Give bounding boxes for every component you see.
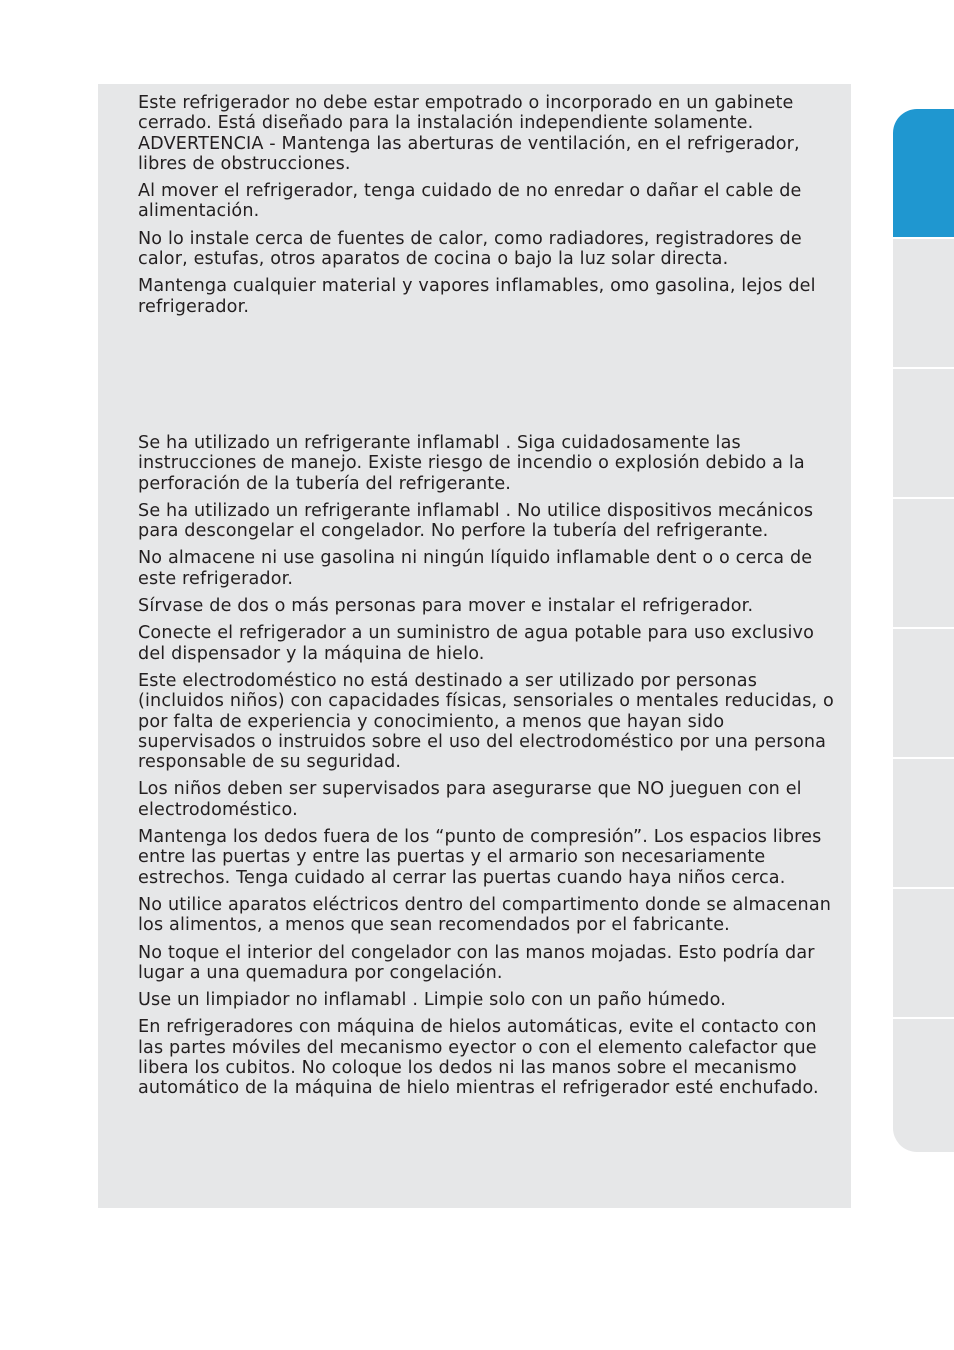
section-tab-8[interactable] [893,1019,954,1152]
section-tabs [893,109,954,1152]
paragraph-children-supervision: Los niños deben ser supervisados para asegurarse que NO jueguen con el electrodoméstico. [138,779,802,820]
paragraph-reduced-capabilities: Este electrodoméstico no está destinado a ser utilizado por personas (incluidos niños) con capacidades físicas, sensoriales o mentales reducidas, o por falta de experiencia y conocimiento, a menos que hayan sido supervisados o instruidos sobre el uso del electrodoméstico por una persona responsable de su seguridad. [138,670,834,773]
paragraph-defrost-devices: Se ha utilizado un refrigerante inflamabl . No utilice dispositivos mecánicos para descongelar el congelador. No perfore la tubería del refrigerante. [138,500,814,542]
section-tab-4[interactable] [893,499,954,629]
paragraph-cleaner: Use un limpiador no inflamabl . Limpie solo con un paño húmedo. [138,990,726,1011]
paragraph-electrical-appliances: No utilice aparatos eléctricos dentro del compartimento donde se almacenan los alimentos, a menos que sean recomendados por el fabricante. [138,894,832,936]
section-tab-5[interactable] [893,629,954,759]
safety-instructions-panel [98,84,851,1208]
flammable-refrigerant-section [138,433,838,1106]
section-tab-7[interactable] [893,889,954,1019]
section-tab-6[interactable] [893,759,954,889]
paragraph-two-people: Sírvase de dos o más personas para mover e instalar el refrigerador. [138,596,754,617]
paragraph-pinch-points: Mantenga los dedos fuera de los “punto de compresión”. Los espacios libres entre las puertas y entre las puertas y el armario son necesariamente estrechos. Tenga cuidado al cerrar las puertas cuando haya niños cerca. [138,827,822,888]
section-tab-2[interactable] [893,239,954,369]
paragraph-ice-maker: En refrigeradores con máquina de hielos automáticas, evite el contacto con las partes móviles del mecanismo eyector o con el elemento calefactor que libera los cubitos. No coloque los dedos ni las manos sobre el mecanismo automático de la máquina de hielo mientras el refrigerador esté enchufado. [138,1017,819,1099]
paragraph-power-cable: Al mover el refrigerador, tenga cuidado de no enredar o dañar el cable de alimentación. [138,181,802,222]
paragraph-heat-sources: No lo instale cerca de fuentes de calor, como radiadores, registradores de calor, estufas, otros aparatos de cocina o bajo la luz solar directa. [138,228,802,270]
paragraph-water-supply: Conecte el refrigerador a un suministro de agua potable para uso exclusivo del dispensador y la máquina de hielo. [138,623,815,664]
paragraph-not-built-in: Este refrigerador no debe estar empotrado o incorporado en un gabinete cerrado. Está diseñado para la instalación independiente solamente. [138,93,794,134]
paragraph-flammable-materials: Mantenga cualquier material y vapores inflamables, omo gasolina, lejos del refrigerador. [138,276,816,317]
paragraph-wet-hands: No toque el interior del congelador con las manos mojadas. Esto podría dar lugar a una quemadura por congelación. [138,942,815,983]
installation-warnings-section [138,93,838,324]
paragraph-ventilation-warning: ADVERTENCIA - Mantenga las aberturas de ventilación, en el refrigerador, libres de obstrucciones. [138,133,800,174]
paragraph-no-gasoline: No almacene ni use gasolina ni ningún líquido inflamable dent o o cerca de este refrigerador. [138,548,813,589]
paragraph-handling-instructions: Se ha utilizado un refrigerante inflamabl . Siga cuidadosamente las instrucciones de manejo. Existe riesgo de incendio o explosión debido a la perforación de la tubería del refrigerante. [138,433,805,494]
section-tab-3[interactable] [893,369,954,499]
section-tab-1[interactable] [893,109,954,239]
